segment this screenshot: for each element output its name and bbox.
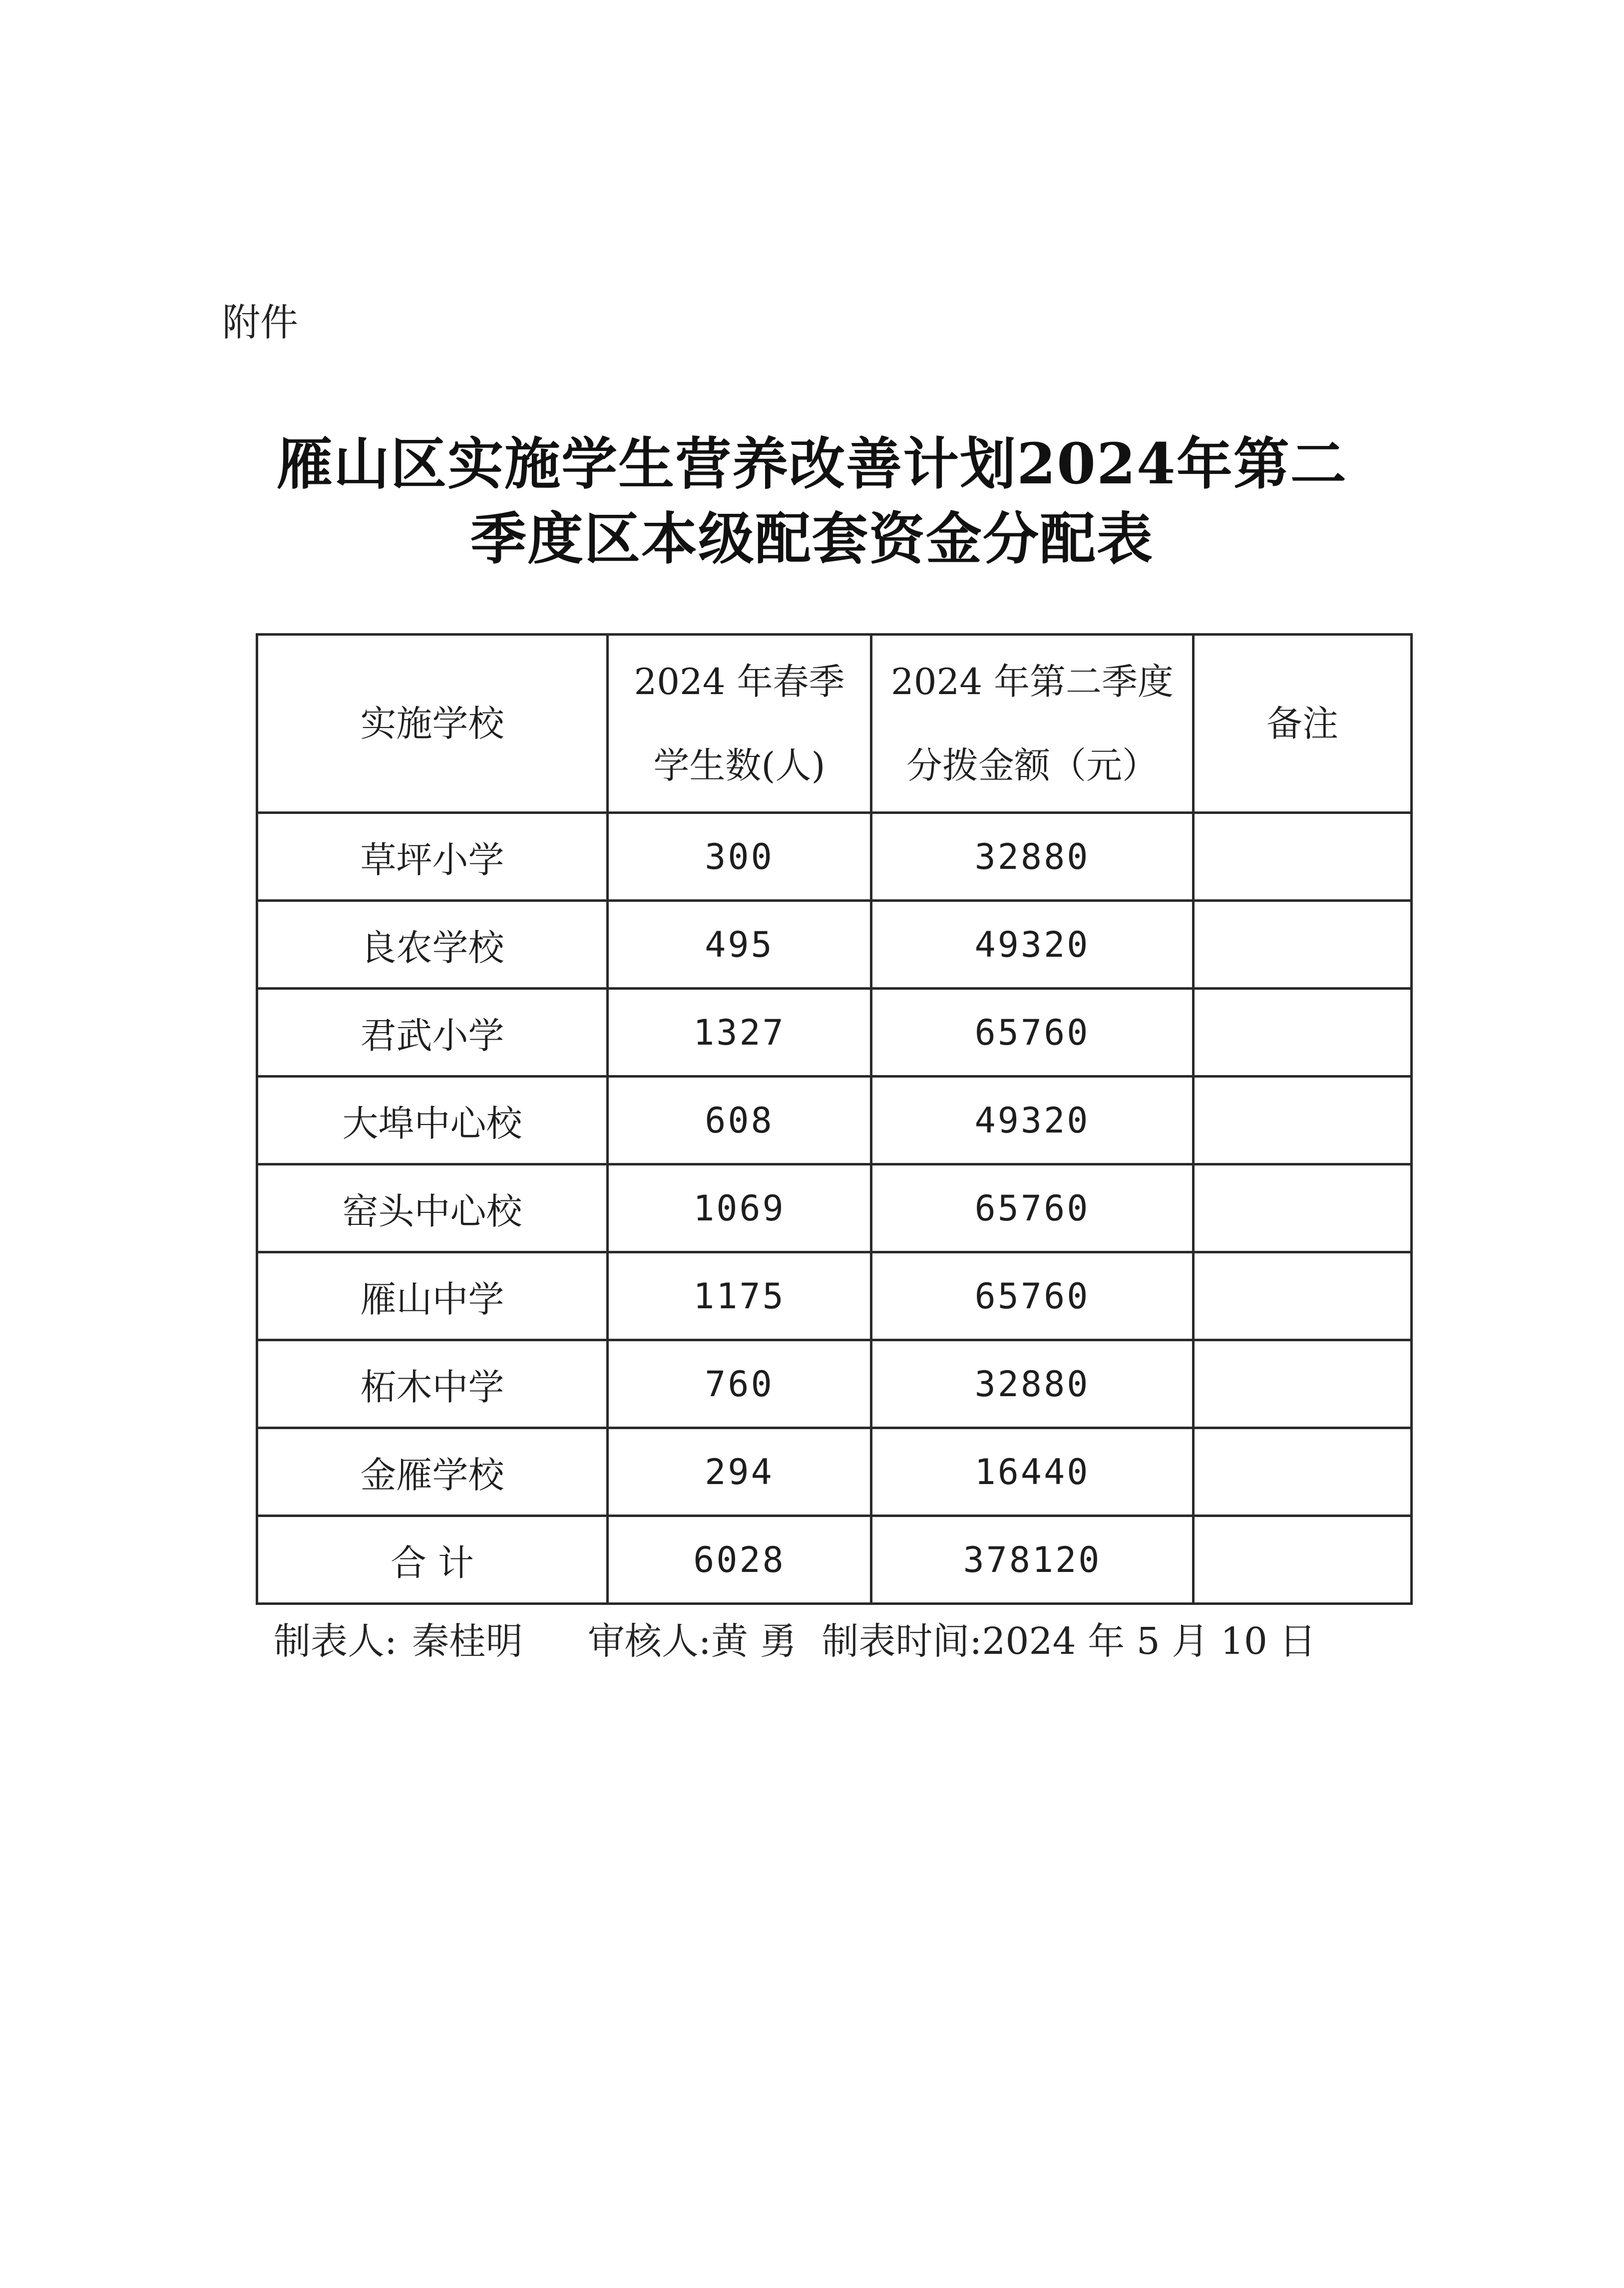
total-remark <box>1194 1516 1412 1604</box>
table-row <box>257 1428 1412 1516</box>
cell-amount: 32880 <box>871 1340 1194 1428</box>
cell-students: 760 <box>608 1340 871 1428</box>
cell-remark <box>1194 1252 1412 1340</box>
total-students: 6028 <box>608 1516 871 1604</box>
cell-remark <box>1194 989 1412 1077</box>
document-title-line-2: 季度区本级配套资金分配表 <box>470 506 1154 572</box>
cell-remark <box>1194 1164 1412 1252</box>
cell-students: 495 <box>608 901 871 989</box>
cell-students: 294 <box>608 1428 871 1516</box>
cell-students: 300 <box>608 813 871 901</box>
header-remark: 备注 <box>1194 635 1412 813</box>
table-row <box>257 1252 1412 1340</box>
table-row <box>257 813 1412 901</box>
cell-amount: 49320 <box>871 1077 1194 1164</box>
document-title-line-1: 雁山区实施学生营养改善计划2024年第二 <box>277 431 1347 497</box>
table-row <box>257 1077 1412 1164</box>
cell-amount: 65760 <box>871 1252 1194 1340</box>
header-amount-line-1: 2024 年第二季度 <box>890 661 1174 703</box>
table-row <box>257 1340 1412 1428</box>
cell-remark <box>1194 1428 1412 1516</box>
cell-remark <box>1194 1077 1412 1164</box>
reviewer-label: 审核人: <box>587 1620 711 1663</box>
header-students-line-2: 学生数(人) <box>653 745 825 786</box>
cell-school: 雁山中学 <box>257 1252 608 1340</box>
cell-school: 大埠中心校 <box>257 1077 608 1164</box>
preparer-name: 秦桂明 <box>411 1620 523 1663</box>
cell-school: 君武小学 <box>257 989 608 1077</box>
cell-remark <box>1194 1340 1412 1428</box>
cell-school: 窑头中心校 <box>257 1164 608 1252</box>
header-amount <box>871 635 1194 813</box>
header-students <box>608 635 871 813</box>
table-total-row <box>257 1516 1412 1604</box>
date-label: 制表时间: <box>821 1620 982 1663</box>
total-label: 合 计 <box>257 1516 608 1604</box>
preparer-label: 制表人: <box>274 1620 397 1663</box>
table-header-row <box>257 635 1412 813</box>
cell-students: 608 <box>608 1077 871 1164</box>
header-amount-line-2: 分拨金额（元） <box>906 745 1158 786</box>
cell-amount: 65760 <box>871 1164 1194 1252</box>
date-value: 2024 年 5 月 10 日 <box>982 1620 1316 1663</box>
header-school: 实施学校 <box>257 635 608 813</box>
cell-students: 1327 <box>608 989 871 1077</box>
cell-amount: 32880 <box>871 813 1194 901</box>
cell-amount: 65760 <box>871 989 1194 1077</box>
table-row <box>257 901 1412 989</box>
signature-footer <box>274 1614 1316 1669</box>
cell-amount: 16440 <box>871 1428 1194 1516</box>
cell-amount: 49320 <box>871 901 1194 989</box>
reviewer-name: 黄 勇 <box>711 1620 797 1663</box>
cell-school: 金雁学校 <box>257 1428 608 1516</box>
total-amount: 378120 <box>871 1516 1194 1604</box>
cell-remark <box>1194 813 1412 901</box>
table-row <box>257 989 1412 1077</box>
cell-remark <box>1194 901 1412 989</box>
allocation-table <box>256 633 1413 1605</box>
table-row <box>257 1164 1412 1252</box>
cell-students: 1069 <box>608 1164 871 1252</box>
attachment-label: 附件 <box>222 300 298 345</box>
header-students-line-1: 2024 年春季 <box>634 661 845 703</box>
cell-school: 柘木中学 <box>257 1340 608 1428</box>
cell-school: 草坪小学 <box>257 813 608 901</box>
cell-students: 1175 <box>608 1252 871 1340</box>
cell-school: 良农学校 <box>257 901 608 989</box>
